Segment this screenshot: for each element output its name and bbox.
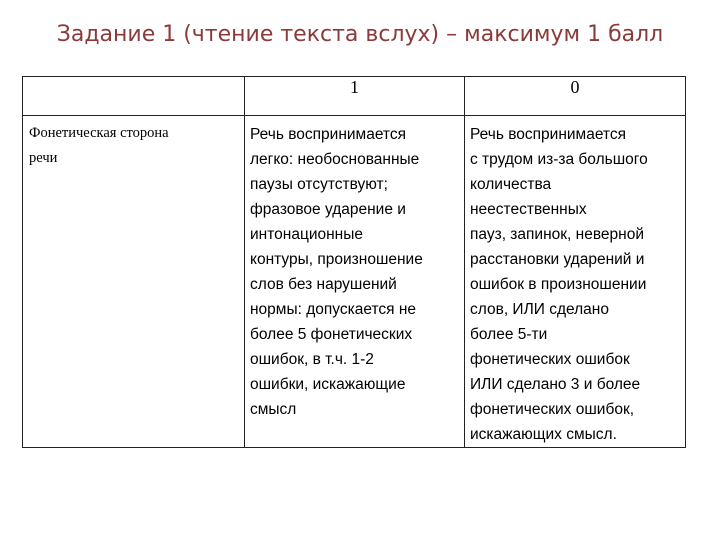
desc-line: расстановки ударений и [470,251,645,268]
header-cell-criterion [23,77,245,116]
desc-line: нормы: допускается не [250,301,416,318]
desc-line: контуры, произношение [250,251,423,268]
header-cell-score-1: 1 [245,77,465,116]
desc-line: интонационные [250,226,363,243]
desc-line: ошибки, искажающие [250,376,406,393]
desc-line: искажающих смысл. [470,426,617,443]
desc-line: пауз, запинок, неверной [470,226,644,243]
header-cell-score-0: 0 [465,77,686,116]
desc-line: более 5-ти [470,326,548,343]
desc-line: легко: необоснованные [250,151,420,168]
desc-line: смысл [250,401,297,418]
desc-line: фразовое ударение и [250,201,406,218]
desc-line: ошибок в произношении [470,276,647,293]
criterion-line: речи [29,150,58,166]
score-1-description [245,116,465,448]
desc-line: слов без нарушений [250,276,397,293]
desc-line: фонетических ошибок, [470,401,635,418]
desc-line: ошибок, в т.ч. 1-2 [250,351,374,368]
score-0-description [465,116,686,448]
desc-line: паузы отсутствуют; [250,176,388,193]
desc-line: ИЛИ сделано 3 и более [470,376,641,393]
desc-line: фонетических ошибок [470,351,630,368]
criterion-line: Фонетическая сторона [29,125,169,141]
desc-line: слов, ИЛИ сделано [470,301,609,318]
table-header-row [23,77,686,116]
desc-line: неестественных [470,201,587,218]
desc-line: с трудом из-за большого [470,151,648,168]
desc-line: Речь воспринимается [470,126,626,143]
criterion-cell [23,116,245,448]
desc-line: количества [470,176,552,193]
criteria-table [22,76,686,448]
desc-line: более 5 фонетических [250,326,413,343]
table-row [23,116,686,448]
slide-title: Задание 1 (чтение текста вслух) – максимум 1 балл [56,22,664,47]
desc-line: Речь воспринимается [250,126,406,143]
